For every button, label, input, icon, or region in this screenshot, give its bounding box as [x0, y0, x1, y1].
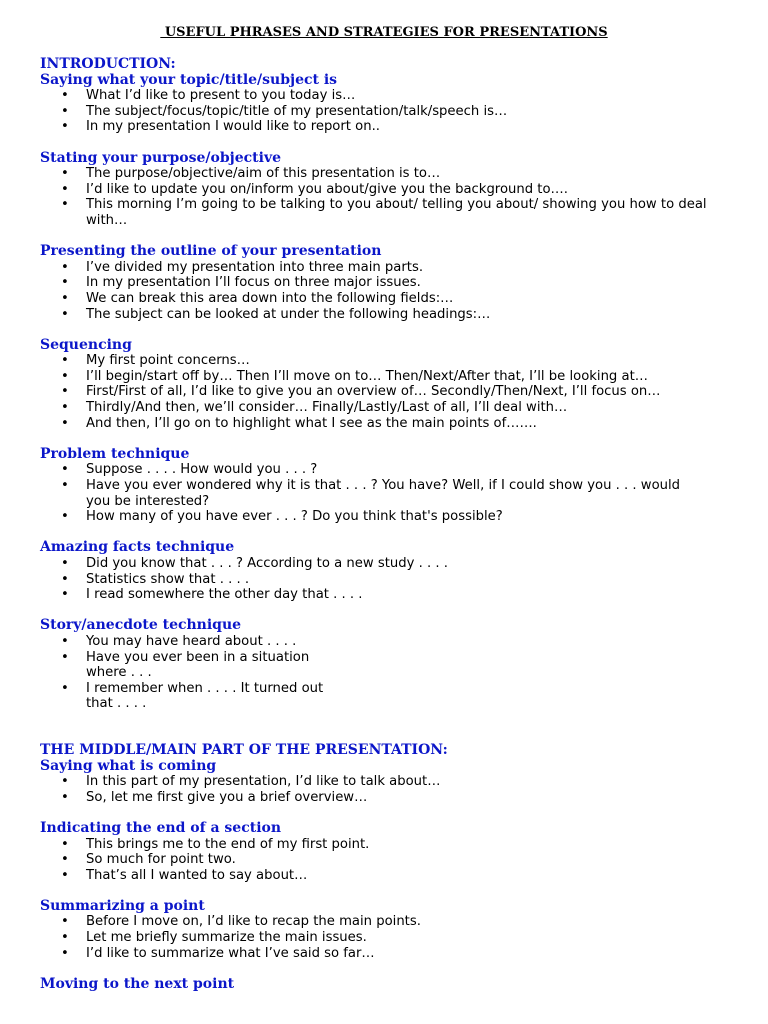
section-topic: [40, 73, 740, 135]
list-item: • Before I move on, I’d like to recap the main points.: [40, 914, 740, 930]
list-item: • In my presentation I’ll focus on three major issues.: [40, 275, 740, 291]
list-item: • Let me briefly summarize the main issues.: [40, 930, 740, 946]
list-item: • How many of you have ever . . . ? Do you think that's possible?: [40, 509, 740, 525]
list-item: • The subject can be looked at under the following headings:…: [40, 307, 740, 323]
list-item: • Have you ever been in a situation where . . .: [40, 650, 331, 681]
list-item: • This morning I’m going to be talking to you about/ telling you about/ showing you how to deal with…: [40, 197, 720, 228]
list-item: • We can break this area down into the following fields:…: [40, 291, 740, 307]
section-story-technique: [40, 618, 740, 712]
list-item: • Statistics show that . . . .: [40, 572, 740, 588]
section-heading: Presenting the outline of your presentation: [40, 243, 382, 260]
list-item: • I read somewhere the other day that . . . .: [40, 587, 740, 603]
list-item: • That’s all I wanted to say about…: [40, 868, 740, 884]
list-item: • In this part of my presentation, I’d like to talk about…: [40, 774, 740, 790]
section-heading: Amazing facts technique: [40, 539, 235, 556]
phrase-list: [40, 634, 740, 712]
phrase-list: [40, 462, 740, 524]
phrase-list: [40, 88, 740, 135]
list-item: • Have you ever wondered why it is that . . . ? You have? Well, if I could show you . . . would you be interested?: [40, 478, 686, 509]
list-item: • And then, I’ll go on to highlight what I see as the main points of…….: [40, 416, 740, 432]
section-heading: Saying what is coming: [40, 757, 217, 774]
section-summarizing: [40, 899, 740, 961]
list-item: • This brings me to the end of my first point.: [40, 837, 740, 853]
phrase-list: [40, 166, 740, 228]
section-purpose: [40, 151, 740, 229]
list-item: • My first point concerns…: [40, 353, 740, 369]
part-main: [40, 743, 740, 993]
list-item: • So much for point two.: [40, 852, 740, 868]
phrase-list: [40, 914, 740, 961]
document-body: [40, 57, 740, 1008]
part-heading-main: THE MIDDLE/MAIN PART OF THE PRESENTATION:: [40, 741, 448, 758]
list-item: • You may have heard about . . . .: [40, 634, 740, 650]
section-saying-what-is-coming: [40, 759, 740, 806]
section-heading: Summarizing a point: [40, 897, 205, 914]
section-sequencing: [40, 338, 740, 432]
list-item: • I’d like to update you on/inform you about/give you the background to….: [40, 182, 740, 198]
part-heading-introduction: INTRODUCTION:: [40, 56, 176, 72]
section-heading: Stating your purpose/objective: [40, 149, 282, 166]
list-item: • Suppose . . . . How would you . . . ?: [40, 462, 740, 478]
list-item: • I’ve divided my presentation into three main parts.: [40, 260, 740, 276]
phrase-list: [40, 353, 740, 431]
list-item: • I remember when . . . . It turned out that . . . .: [40, 681, 331, 712]
list-item: • Did you know that . . . ? According to a new study . . . .: [40, 556, 740, 572]
list-item: • In my presentation I would like to report on..: [40, 119, 740, 135]
section-heading: Moving to the next point: [40, 975, 235, 992]
phrase-list: [40, 837, 740, 884]
phrase-list: [40, 774, 740, 805]
list-item: • First/First of all, I’d like to give you an overview of… Secondly/Then/Next, I’ll focus on…: [40, 384, 740, 400]
list-item: • The subject/focus/topic/title of my presentation/talk/speech is…: [40, 104, 740, 120]
phrase-list: [40, 556, 740, 603]
list-item: • I’d like to summarize what I’ve said so far…: [40, 946, 740, 962]
section-next-point: [40, 977, 740, 993]
section-problem-technique: [40, 447, 740, 525]
section-heading: Indicating the end of a section: [40, 819, 282, 836]
list-item: • The purpose/objective/aim of this presentation is to…: [40, 166, 740, 182]
document-title: USEFUL PHRASES AND STRATEGIES FOR PRESENTATIONS: [160, 25, 608, 40]
section-heading: Saying what your topic/title/subject is: [40, 71, 338, 88]
part-introduction: [40, 57, 740, 712]
section-heading: Problem technique: [40, 445, 190, 462]
list-item: • Thirdly/And then, we’ll consider… Finally/Lastly/Last of all, I’ll deal with…: [40, 400, 740, 416]
phrase-list: [40, 260, 740, 322]
section-heading: Sequencing: [40, 336, 132, 353]
section-outline: [40, 244, 740, 322]
section-end-of-section: [40, 821, 740, 883]
list-item: • What I’d like to present to you today is…: [40, 88, 740, 104]
section-amazing-facts: [40, 540, 740, 602]
list-item: • So, let me first give you a brief overview…: [40, 790, 740, 806]
section-heading: Story/anecdote technique: [40, 617, 242, 634]
list-item: • I’ll begin/start off by… Then I’ll move on to… Then/Next/After that, I’ll be looking at…: [40, 369, 740, 385]
